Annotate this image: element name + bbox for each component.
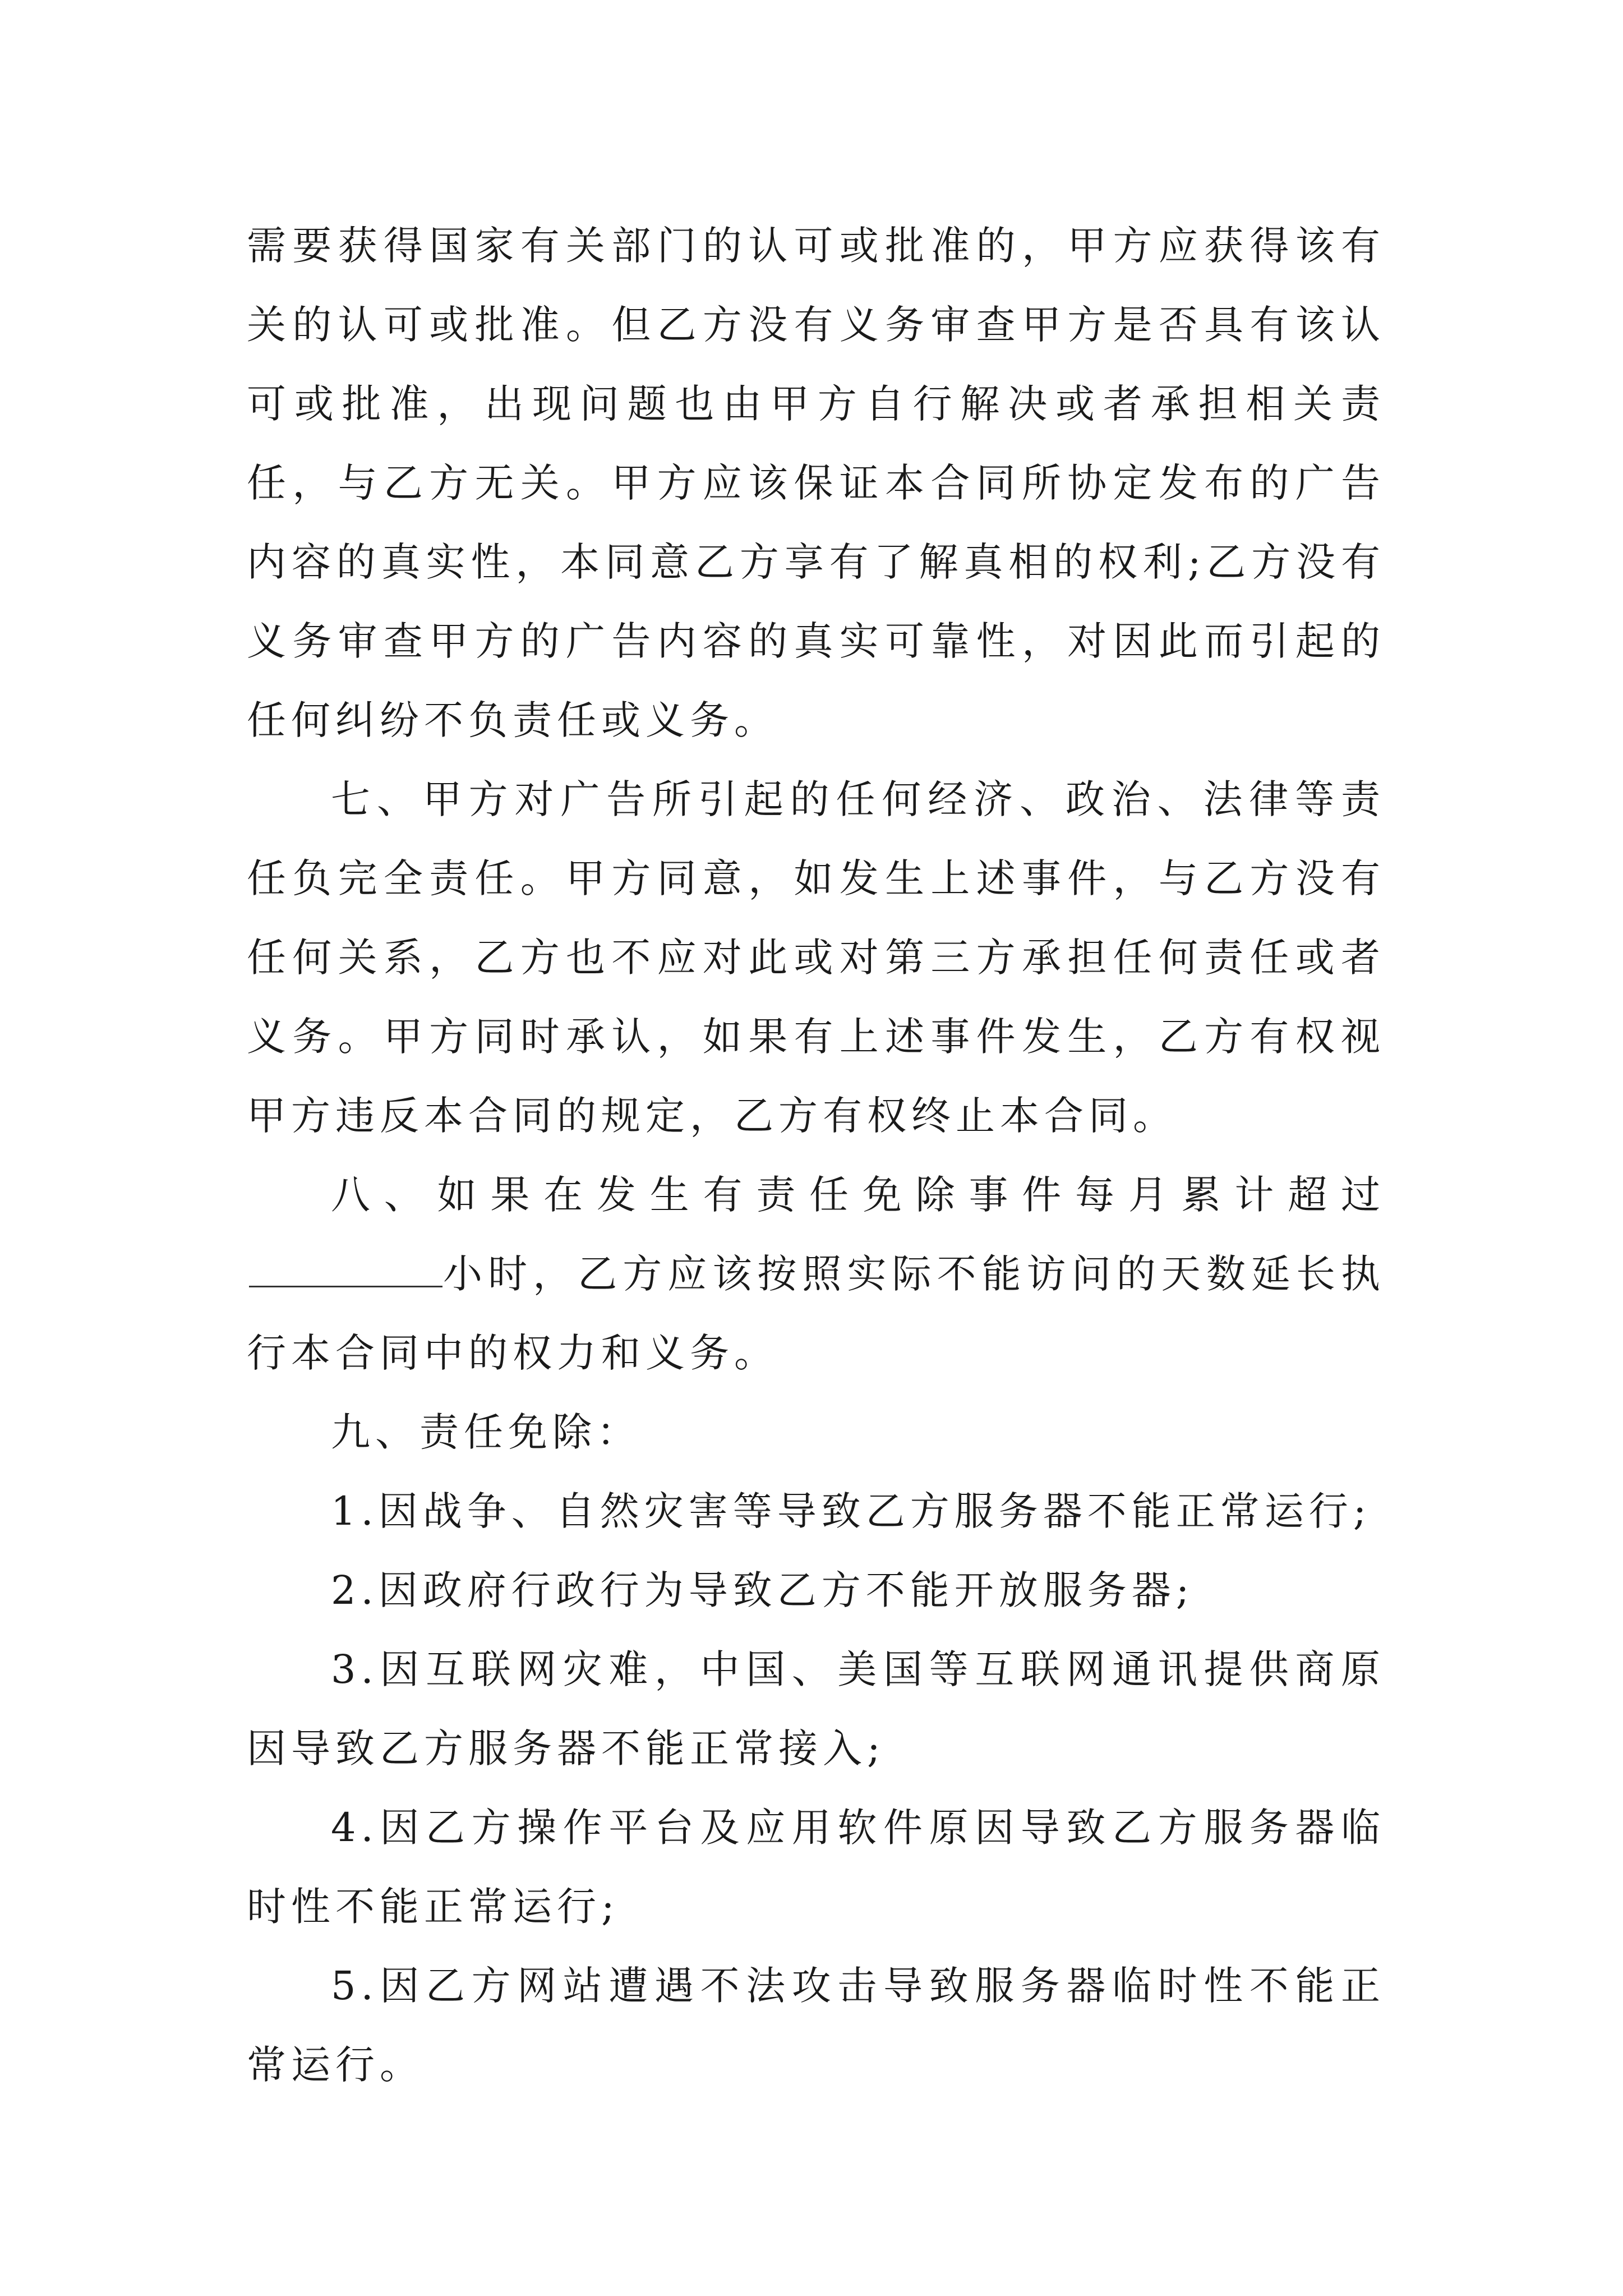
fill-in-blank-hours[interactable] [249,1252,442,1287]
paragraph-clause-8 [247,1156,1385,1393]
clause-8-text-after: 小时，乙方应该按照实际不能访问的天数延长执行本合同中的权力和义务。 [247,1251,1385,1376]
paragraph-exemption-4: 4.因乙方操作平台及应用软件原因导致乙方服务器临时性不能正常运行; [247,1805,1385,1930]
paragraph-clause-7: 七、甲方对广告所引起的任何经济、政治、法律等责任负完全责任。甲方同意，如发生上述事件，与乙方没有任何关系，乙方也不应对此或对第三方承担任何责任或者义务。甲方同时承认，如果有上述事件发生，乙方有权视甲方违反本合同的规定，乙方有权终止本合同。 [247,776,1385,1139]
paragraph-approval-clause: 需要获得国家有关部门的认可或批准的，甲方应获得该有关的认可或批准。但乙方没有义务审查甲方是否具有该认可或批准，出现问题也由甲方自行解决或者承担相关责任，与乙方无关。甲方应该保证本合同所协定发布的广告内容的真实性，本同意乙方享有了解真相的权利;乙方没有义务审查甲方的广告内容的真实可靠性，对因此而引起的任何纠纷不负责任或义务。 [247,223,1385,743]
paragraph-clause-9-heading: 九、责任免除： [331,1409,641,1455]
paragraph-exemption-1: 1.因战争、自然灾害等导致乙方服务器不能正常运行; [331,1488,1372,1534]
contract-body [247,206,1385,2105]
clause-8-text-before: 八、如果在发生有责任免除事件每月累计超过 [331,1172,1385,1218]
paragraph-exemption-2: 2.因政府行政行为导致乙方不能开放服务器; [331,1567,1195,1613]
paragraph-exemption-5: 5.因乙方网站遭遇不法攻击导致服务器临时性不能正常运行。 [247,1963,1385,2088]
paragraph-exemption-3: 3.因互联网灾难，中国、美国等互联网通讯提供商原因导致乙方服务器不能正常接入; [247,1646,1385,1772]
